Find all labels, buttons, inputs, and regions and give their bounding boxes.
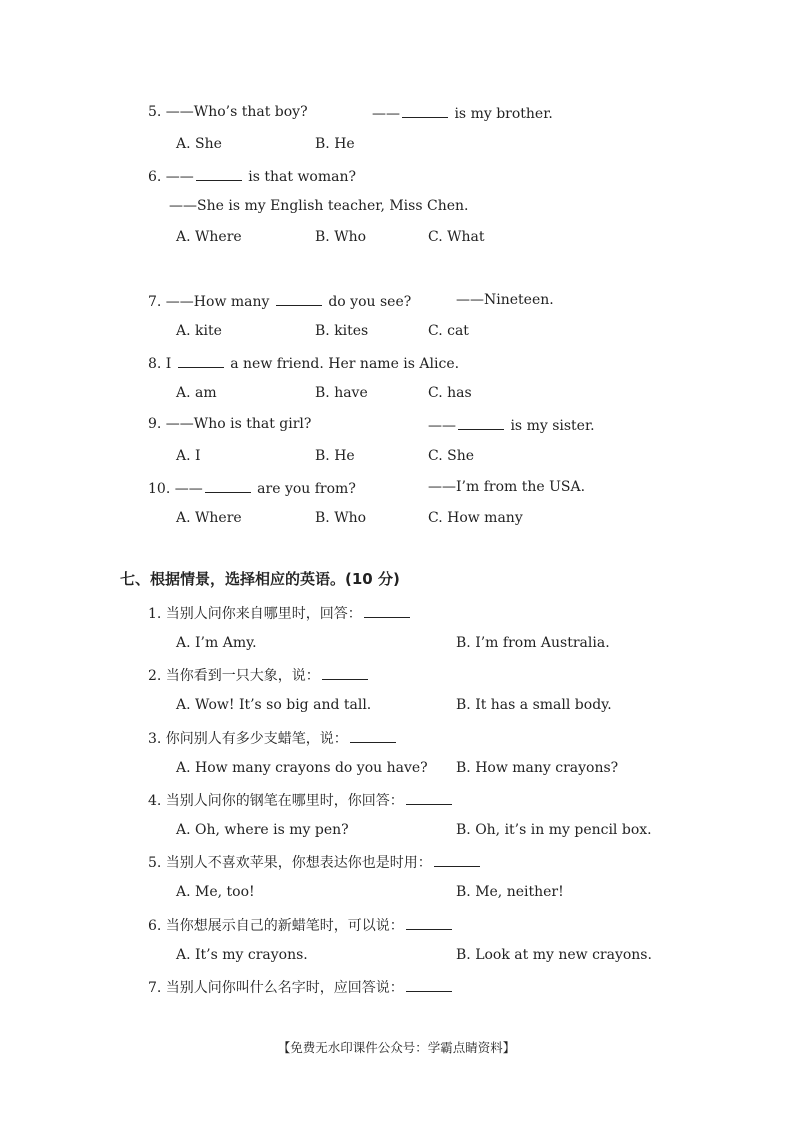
q7-option-c: C. cat <box>428 323 469 339</box>
q8-option-a: A. am <box>176 385 217 401</box>
q6-prompt-prefix: 6. —— <box>148 169 194 185</box>
s7-q2-option-a: A. Wow! It’s so big and tall. <box>176 697 372 713</box>
s7-q5-option-b: B. Me, neither! <box>456 884 564 900</box>
q8-blank[interactable] <box>178 353 224 368</box>
s7-q1-prompt-text: 1. 当别人问你来自哪里时，回答： <box>148 606 362 622</box>
q6-prompt <box>148 166 356 186</box>
s7-q7-prompt <box>148 977 454 997</box>
s7-q6-option-b: B. Look at my new crayons. <box>456 947 652 963</box>
q7-option-a: A. kite <box>176 323 222 339</box>
q10-option-a: A. Where <box>176 510 242 526</box>
q9-option-c: C. She <box>428 448 475 464</box>
q8-option-c: C. has <box>428 385 472 401</box>
q5-answer-prefix: —— <box>372 106 400 122</box>
q9-answer-blank[interactable] <box>458 415 504 430</box>
q8-prompt <box>148 353 459 373</box>
q7-answer: ——Nineteen. <box>456 292 554 308</box>
s7-q1-option-a: A. I’m Amy. <box>176 635 257 651</box>
q5-answer <box>372 103 553 123</box>
q8-prompt-suffix: a new friend. Her name is Alice. <box>225 356 460 372</box>
q10-prompt <box>148 478 356 498</box>
q6-option-b: B. Who <box>315 229 367 245</box>
s7-q3-option-b: B. How many crayons? <box>456 760 619 776</box>
q6-option-c: C. What <box>428 229 485 245</box>
q7-option-b: B. kites <box>315 323 369 339</box>
q7-prompt-prefix: 7. ——How many <box>148 294 270 310</box>
s7-q6-prompt-text: 6. 当你想展示自己的新蜡笔时，可以说： <box>148 918 404 934</box>
q6-prompt-suffix: is that woman? <box>243 169 356 185</box>
q9-answer <box>428 415 595 435</box>
s7-q3-prompt-text: 3. 你问别人有多少支蜡笔，说： <box>148 731 348 747</box>
q7-prompt-suffix: do you see? <box>323 294 412 310</box>
s7-q6-blank[interactable] <box>406 915 452 930</box>
q10-prompt-prefix: 10. —— <box>148 481 203 497</box>
s7-q7-prompt-text: 7. 当别人问你叫什么名字时，应回答说： <box>148 980 404 996</box>
s7-q5-option-a: A. Me, too! <box>176 884 255 900</box>
q10-answer: ——I’m from the USA. <box>428 479 586 495</box>
s7-q1-prompt <box>148 603 412 623</box>
q6-line2: ——She is my English teacher, Miss Chen. <box>169 198 469 214</box>
s7-q2-prompt <box>148 665 370 685</box>
s7-q3-blank[interactable] <box>350 728 396 743</box>
q10-option-c: C. How many <box>428 510 523 526</box>
s7-q2-prompt-text: 2. 当你看到一只大象，说： <box>148 668 320 684</box>
q5-answer-suffix: is my brother. <box>450 106 553 122</box>
q10-blank[interactable] <box>205 478 251 493</box>
s7-q1-option-b: B. I’m from Australia. <box>456 635 610 651</box>
q5-answer-blank[interactable] <box>402 103 448 118</box>
s7-q6-prompt <box>148 915 454 935</box>
q7-prompt <box>148 291 411 311</box>
q9-answer-prefix: —— <box>428 418 456 434</box>
q9-option-a: A. I <box>176 448 201 464</box>
s7-q3-prompt <box>148 728 398 748</box>
q5-option-a: A. She <box>176 136 222 152</box>
q5-option-b: B. He <box>315 136 355 152</box>
s7-q4-prompt <box>148 790 454 810</box>
s7-q4-option-a: A. Oh, where is my pen? <box>176 822 349 838</box>
s7-q5-prompt-text: 5. 当别人不喜欢苹果，你想表达你也是时用： <box>148 855 432 871</box>
q5-prompt: 5. ——Who’s that boy? <box>148 104 308 120</box>
q8-option-b: B. have <box>315 385 368 401</box>
s7-q1-blank[interactable] <box>364 603 410 618</box>
q9-answer-suffix: is my sister. <box>506 418 595 434</box>
q10-option-b: B. Who <box>315 510 367 526</box>
s7-q4-prompt-text: 4. 当别人问你的钢笔在哪里时，你回答： <box>148 793 404 809</box>
s7-q4-option-b: B. Oh, it’s in my pencil box. <box>456 822 652 838</box>
q7-blank[interactable] <box>276 291 322 306</box>
s7-q5-prompt <box>148 852 482 872</box>
s7-q2-blank[interactable] <box>322 665 368 680</box>
q6-option-a: A. Where <box>176 229 242 245</box>
s7-q2-option-b: B. It has a small body. <box>456 697 612 713</box>
q9-prompt: 9. ——Who is that girl? <box>148 416 312 432</box>
q6-blank[interactable] <box>196 166 242 181</box>
s7-q7-blank[interactable] <box>406 977 452 992</box>
footer-note: 【免费无水印课件公众号：学霸点睛资料】 <box>277 1040 516 1055</box>
s7-q3-option-a: A. How many crayons do you have? <box>176 760 428 776</box>
q9-option-b: B. He <box>315 448 355 464</box>
section7-heading: 七、根据情景，选择相应的英语。(10 分) <box>120 570 400 588</box>
q8-prompt-prefix: 8. I <box>148 356 172 372</box>
s7-q6-option-a: A. It’s my crayons. <box>176 947 308 963</box>
s7-q5-blank[interactable] <box>434 852 480 867</box>
q10-prompt-suffix: are you from? <box>252 481 356 497</box>
s7-q4-blank[interactable] <box>406 790 452 805</box>
